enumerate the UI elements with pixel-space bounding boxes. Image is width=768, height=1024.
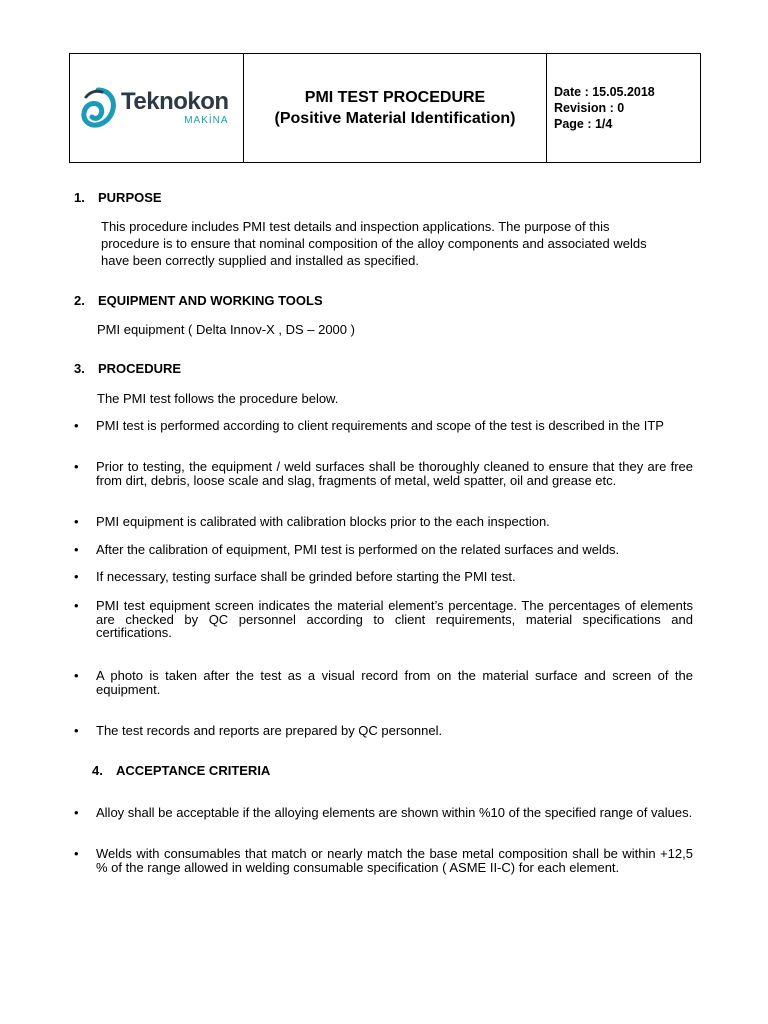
- section-acceptance-heading: [92, 763, 270, 778]
- bullet-glyph: •: [74, 569, 79, 584]
- section-number: 1.: [74, 190, 85, 205]
- document-subtitle: (Positive Material Identification): [274, 110, 516, 127]
- bullet-glyph: •: [74, 723, 79, 738]
- bullet-glyph: •: [74, 514, 79, 529]
- logo-name: Teknokon: [121, 88, 229, 115]
- logo-wordmark: [121, 90, 229, 126]
- list-item-text: PMI equipment is calibrated with calibration blocks prior to the each inspection.: [96, 514, 550, 529]
- bullet-glyph: •: [74, 459, 79, 474]
- section-purpose-heading: [74, 190, 162, 205]
- document-header: [69, 53, 701, 163]
- document-date: Date : 15.05.2018: [554, 85, 655, 99]
- list-item: [74, 669, 693, 696]
- bullet-glyph: •: [74, 542, 79, 557]
- equipment-text: PMI equipment ( Delta Innov-X , DS – 2000 ): [97, 322, 355, 337]
- bullet-glyph: •: [74, 805, 79, 820]
- section-number: 4.: [92, 763, 103, 778]
- list-item: [74, 570, 693, 584]
- list-item-text: Alloy shall be acceptable if the alloying elements are shown within %10 of the specified range of values.: [96, 805, 693, 820]
- bullet-glyph: •: [74, 418, 79, 433]
- procedure-intro: The PMI test follows the procedure below.: [97, 391, 339, 406]
- section-title: ACCEPTANCE CRITERIA: [116, 763, 271, 778]
- list-item-text: If necessary, testing surface shall be grinded before starting the PMI test.: [96, 569, 516, 584]
- title-cell: [244, 54, 547, 162]
- bullet-glyph: •: [74, 598, 79, 613]
- document-revision: Revision : 0: [554, 101, 625, 115]
- section-number: 2.: [74, 293, 85, 308]
- list-item: [74, 724, 693, 738]
- teknokon-logo-icon: [78, 87, 118, 129]
- bullet-glyph: •: [74, 668, 79, 683]
- logo-cell: [70, 54, 244, 162]
- list-item-text: The test records and reports are prepared by QC personnel.: [96, 723, 443, 738]
- document-title: PMI TEST PROCEDURE: [304, 89, 486, 106]
- list-item: [74, 543, 693, 557]
- logo-subtitle: MAKİNA: [184, 115, 229, 126]
- bullet-glyph: •: [74, 846, 79, 861]
- section-equipment-heading: [74, 293, 323, 308]
- list-item: [74, 460, 693, 487]
- list-item-text: Welds with consumables that match or nearly match the base metal composition shall be within +12,5 % of the range allowed in welding consumable specification ( ASME II-C) for each element.: [96, 846, 693, 875]
- list-item-text: After the calibration of equipment, PMI test is performed on the related surfaces and welds.: [96, 542, 620, 557]
- meta-cell: [547, 54, 700, 162]
- list-item: [74, 847, 693, 874]
- section-title: EQUIPMENT AND WORKING TOOLS: [98, 293, 323, 308]
- list-item: [74, 806, 693, 820]
- list-item-text: PMI test equipment screen indicates the material element’s percentage. The percentages of elements are checked by QC personnel according to client requirements, material specifications and certifications.: [96, 598, 693, 640]
- section-number: 3.: [74, 361, 85, 376]
- list-item: [74, 515, 693, 529]
- section-title: PROCEDURE: [98, 361, 182, 376]
- purpose-text: This procedure includes PMI test details and inspection applications. The purpose of this procedure is to ensure that nominal composition of the alloy components and associated welds have been correctly supplied and installed as specified.: [101, 219, 647, 268]
- list-item: [74, 599, 693, 640]
- list-item-text: Prior to testing, the equipment / weld surfaces shall be thoroughly cleaned to ensure that they are free from dirt, debris, loose scale and slag, fragments of metal, weld spatter, oil and grease etc.: [96, 459, 693, 488]
- section-title: PURPOSE: [98, 190, 162, 205]
- document-page: Page : 1/4: [554, 117, 613, 131]
- list-item-text: A photo is taken after the test as a visual record from on the material surface and screen of the equipment.: [96, 668, 693, 697]
- list-item-text: PMI test is performed according to client requirements and scope of the test is described in the ITP: [96, 418, 664, 433]
- section-procedure-heading: [74, 361, 181, 376]
- list-item: [74, 419, 693, 433]
